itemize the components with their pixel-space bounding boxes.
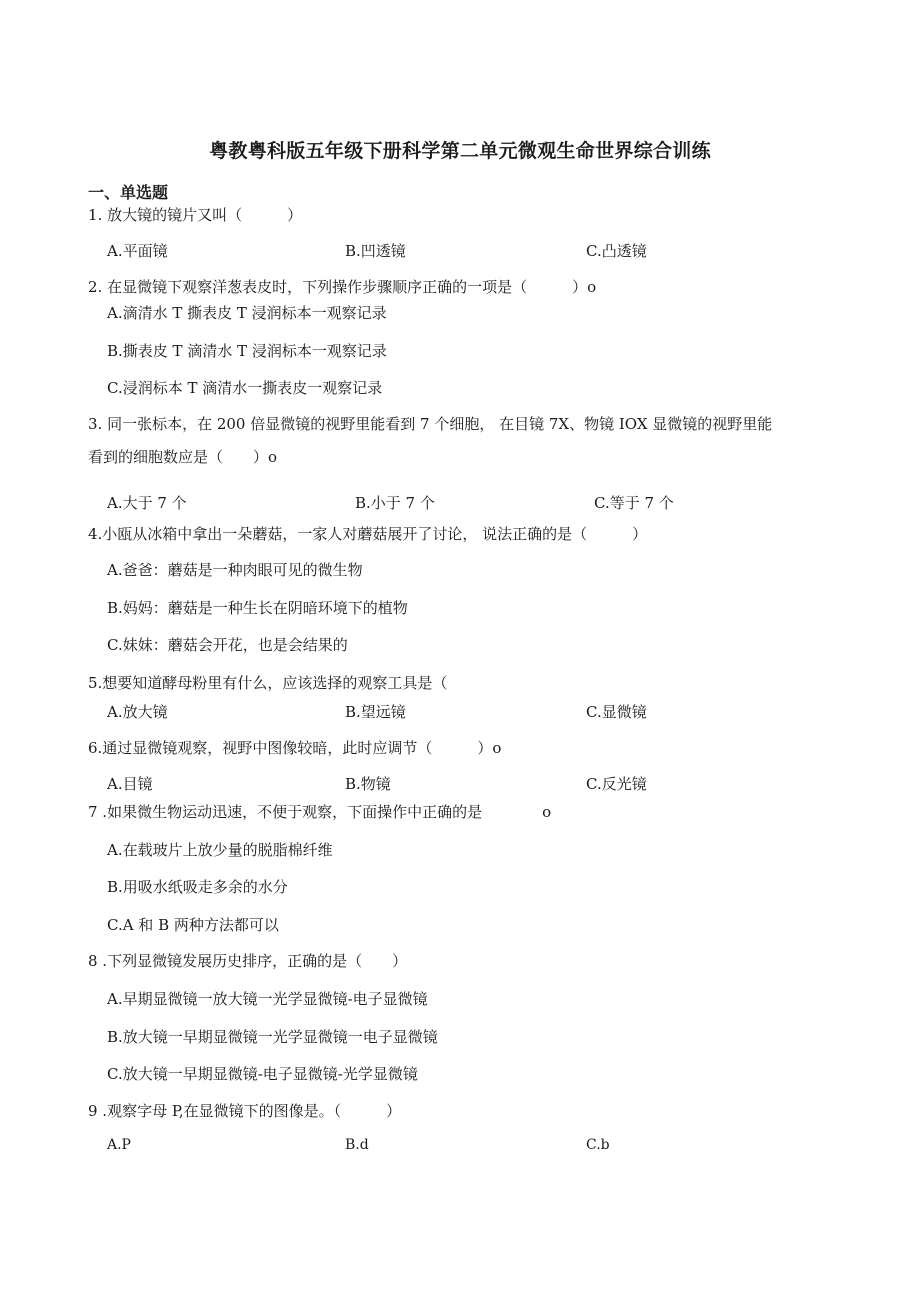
- q9-option-c: C.b: [586, 1137, 610, 1153]
- q3-option-c: C.等于 7 个: [594, 494, 674, 512]
- question-4: 4.小瓯从冰箱中拿出一朵蘑菇，一家人对蘑菇展开了讨论， 说法正确的是（ ）: [88, 525, 648, 543]
- q5-option-b: B.望远镜: [345, 703, 406, 721]
- question-7: 7 .如果微生物运动迅速，不便于观察，下面操作中正确的是 o: [88, 803, 552, 821]
- q2-option-b: B.撕表皮 T 滴清水 T 浸润标本一观察记录: [107, 342, 387, 360]
- q5-option-a: A.放大镜: [107, 703, 168, 721]
- q3-option-b: B.小于 7 个: [355, 494, 435, 512]
- q9-option-b: B.d: [345, 1137, 369, 1153]
- q3-option-a: A.大于 7 个: [107, 494, 187, 512]
- question-2: 2. 在显微镜下观察洋葱表皮时，下列操作步骤顺序正确的一项是（ ）o: [88, 278, 597, 296]
- q8-option-a: A.早期显微镜一放大镜一光学显微镜-电子显微镜: [107, 990, 428, 1008]
- q1-option-a: A.平面镜: [107, 242, 168, 260]
- q1-option-b: B.凹透镜: [345, 242, 406, 260]
- q6-option-c: C.反光镜: [586, 775, 647, 793]
- question-5: 5.想要知道酵母粉里有什么，应该选择的观察工具是（: [88, 674, 448, 692]
- question-3-line2: 看到的细胞数应是（ ）o: [88, 448, 278, 466]
- q5-option-c: C.显微镜: [586, 703, 647, 721]
- q1-option-c: C.凸透镜: [586, 242, 647, 260]
- question-6: 6.通过显微镜观察，视野中图像较暗，此时应调节（ ）o: [88, 739, 502, 757]
- q4-option-c: C.妹妹：蘑菇会开花，也是会结果的: [107, 636, 348, 654]
- question-9: 9 .观察字母 P,在显微镜下的图像是。（ ）: [88, 1102, 402, 1120]
- q8-option-b: B.放大镜一早期显微镜一光学显微镜一电子显微镜: [107, 1028, 438, 1046]
- section-heading: 一、单选题: [88, 183, 169, 202]
- q2-option-a: A.滴清水 T 撕表皮 T 浸润标本一观察记录: [107, 304, 387, 322]
- q8-option-c: C.放大镜一早期显微镜-电子显微镜-光学显微镜: [107, 1065, 418, 1083]
- question-8: 8 .下列显微镜发展历史排序，正确的是（ ）: [88, 952, 408, 970]
- question-1: 1. 放大镜的镜片又叫（ ）: [88, 206, 303, 224]
- page-title: 粤教粤科版五年级下册科学第二单元微观生命世界综合训练: [209, 140, 711, 162]
- q7-option-c: C.A 和 B 两种方法都可以: [107, 916, 279, 934]
- q2-option-c: C.浸润标本 T 滴清水一撕表皮一观察记录: [107, 379, 383, 397]
- q6-option-b: B.物镜: [345, 775, 391, 793]
- q6-option-a: A.目镜: [107, 775, 153, 793]
- q9-option-a: A.P: [107, 1137, 131, 1153]
- q4-option-b: B.妈妈：蘑菇是一种生长在阴暗环境下的植物: [107, 599, 408, 617]
- q7-option-a: A.在载玻片上放少量的脱脂棉纤维: [107, 841, 333, 859]
- q7-option-b: B.用吸水纸吸走多余的水分: [107, 878, 288, 896]
- question-3: 3. 同一张标本，在 200 倍显微镜的视野里能看到 7 个细胞， 在目镜 7X、物镜 IOX 显微镜的视野里能: [88, 415, 773, 433]
- q4-option-a: A.爸爸：蘑菇是一种肉眼可见的微生物: [107, 561, 363, 579]
